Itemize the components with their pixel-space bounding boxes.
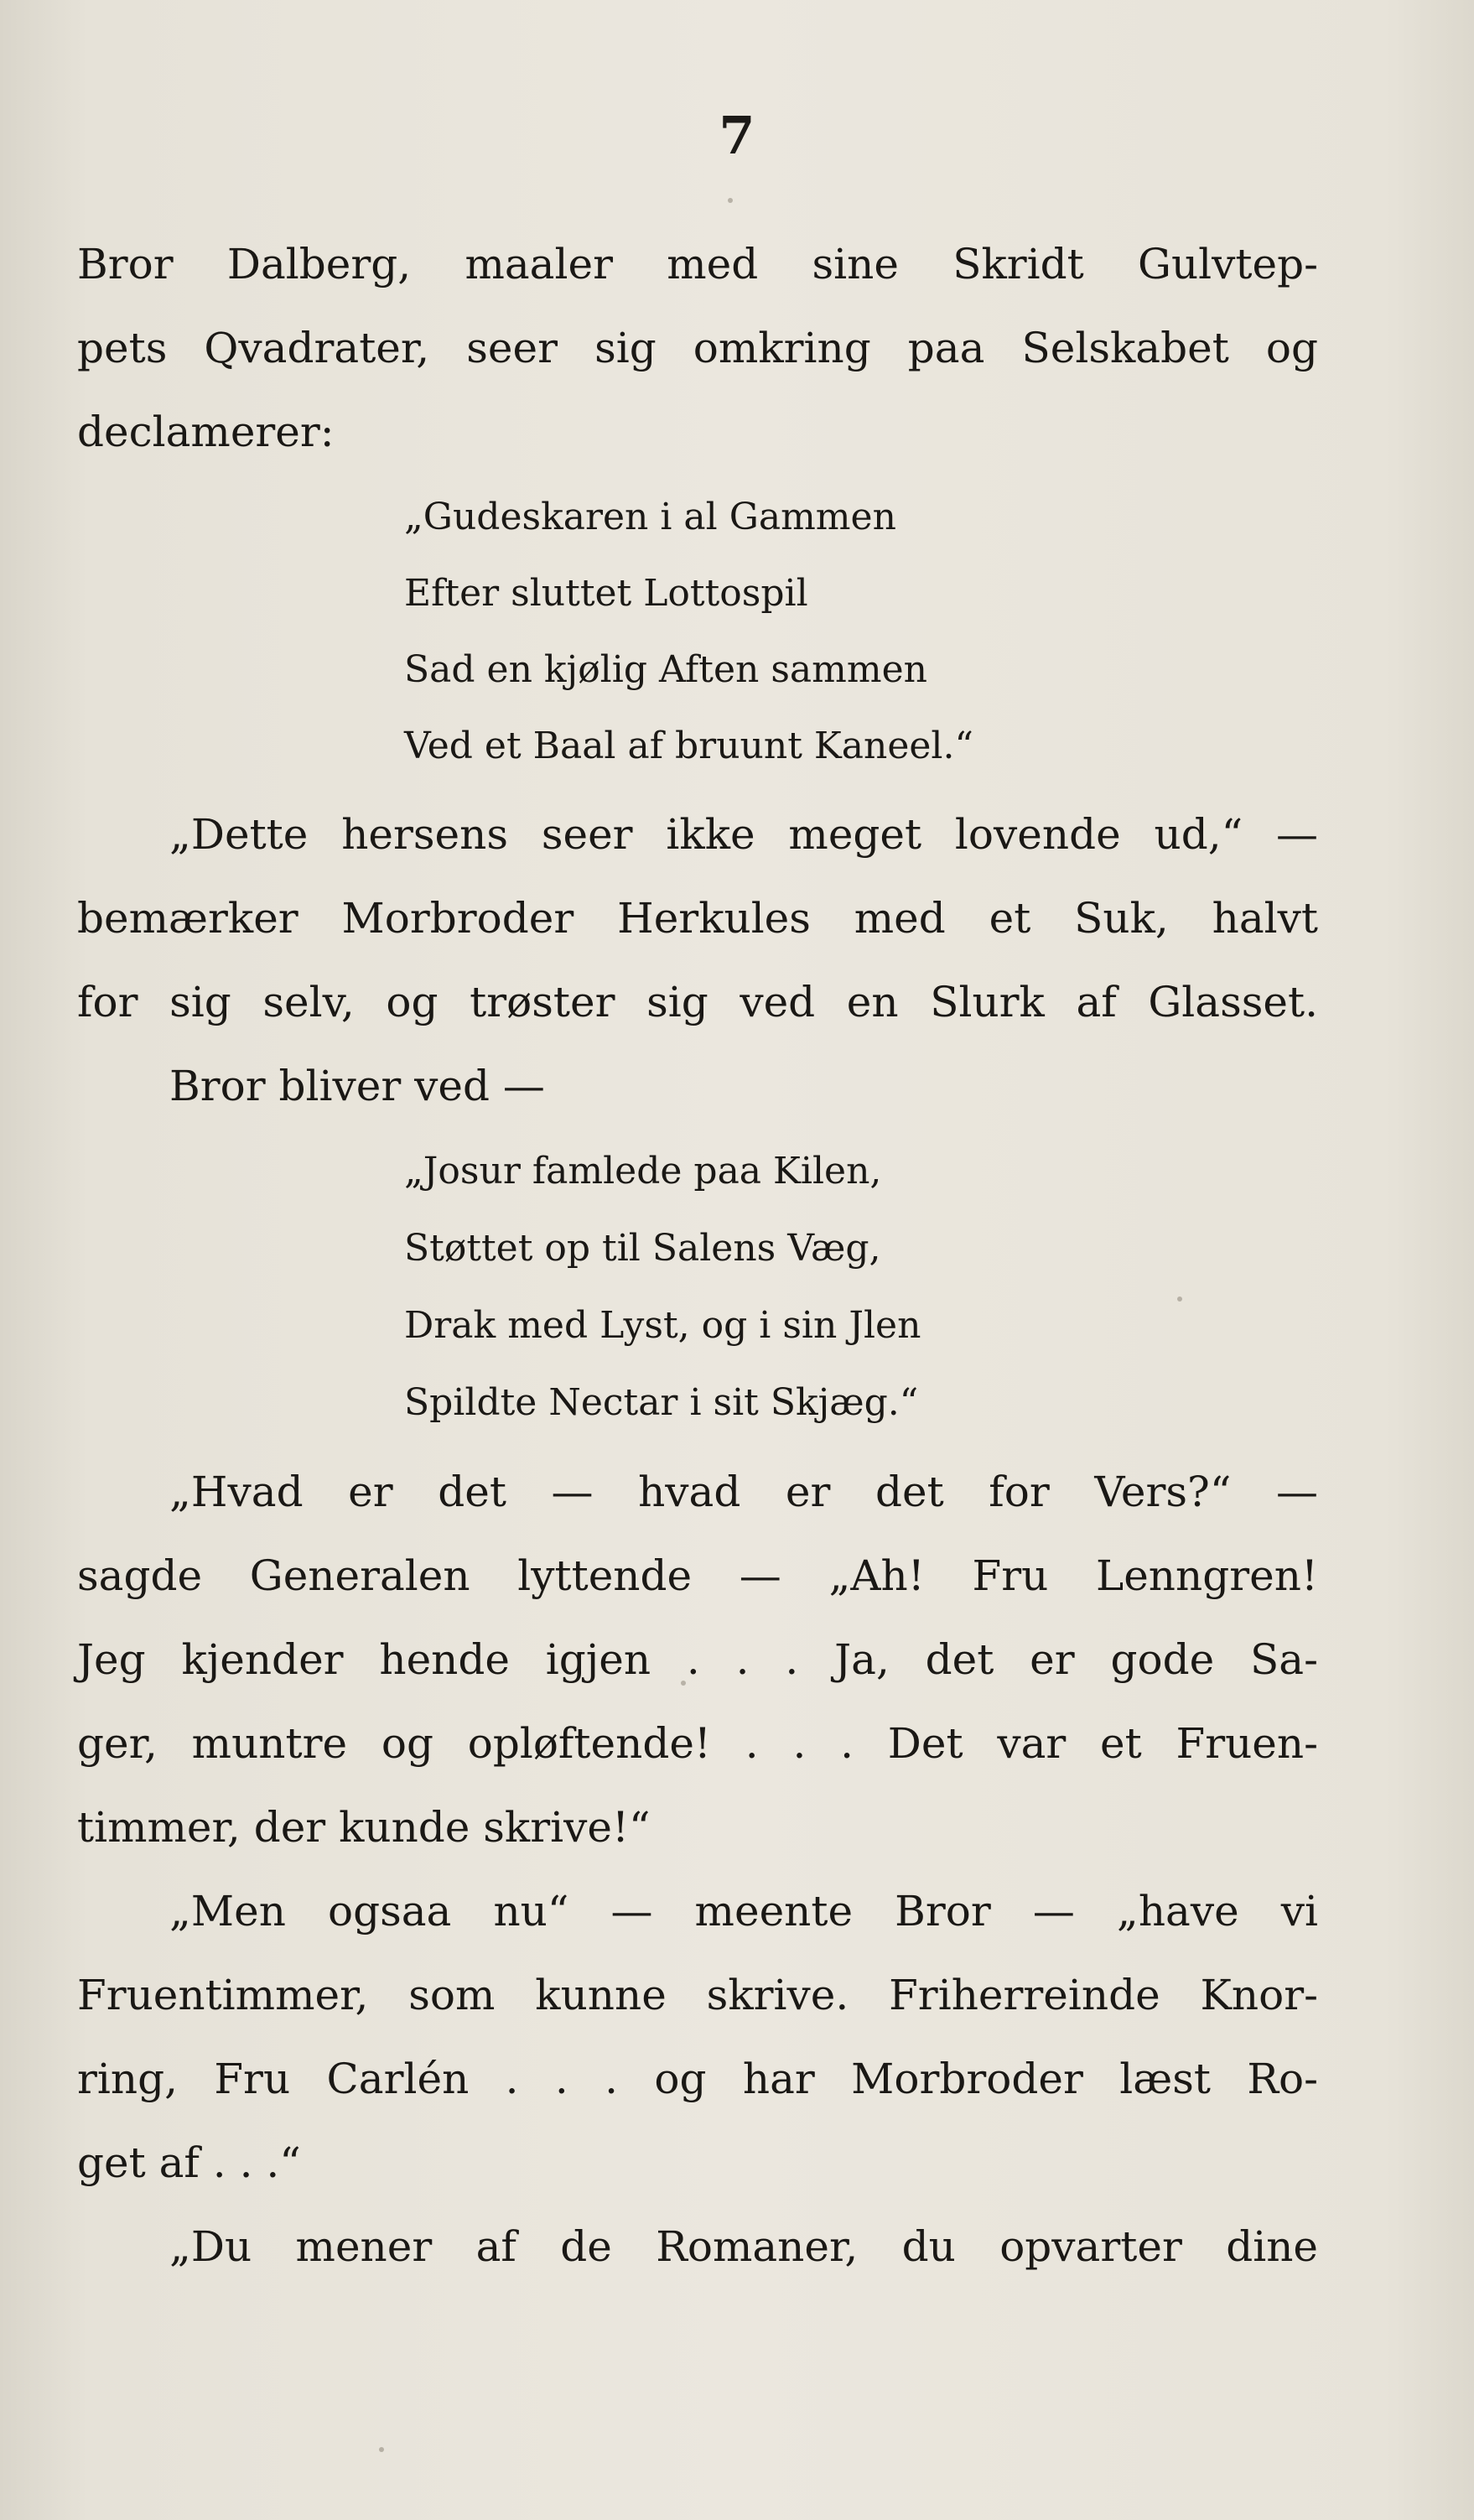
verse-line: Ved et Baal af bruunt Kaneel.“ (404, 725, 973, 767)
verse-line: Støttet op til Salens Væg, (404, 1227, 881, 1270)
text-line: ring, Fru Carlén . . . og har Morbroder læst Ro- (77, 2055, 1318, 2103)
text-line: get af . . .“ (77, 2138, 301, 2187)
page-number: 7 (719, 105, 755, 166)
verse-line: Efter sluttet Lottospil (404, 572, 808, 615)
page-text (77, 222, 1318, 2289)
text-line: timmer, der kunde skrive!“ (77, 1803, 651, 1852)
text-line: Bror Dalberg, maaler med sine Skridt Gulvtep- (77, 240, 1318, 288)
text-line: for sig selv, og trøster sig ved en Slurk af Glasset. (77, 978, 1318, 1026)
verse-stanza (77, 1133, 1318, 1442)
text-line: sagde Generalen lyttende — „Ah! Fru Lenngren! (77, 1551, 1318, 1600)
paper-speck (1177, 1296, 1182, 1302)
verse-line: Drak med Lyst, og i sin Jlen (404, 1304, 921, 1347)
text-line: pets Qvadrater, seer sig omkring paa Selskabet og (77, 324, 1318, 372)
text-line: Bror bliver ved — (169, 1062, 545, 1110)
paper-speck (681, 1681, 686, 1686)
text-line: Fruentimmer, som kunne skrive. Friherreinde Knor- (77, 1971, 1318, 2019)
text-line: declamerer: (77, 408, 335, 456)
paper-speck (728, 198, 733, 203)
verse-line: „Josur famlede paa Kilen, (404, 1150, 882, 1192)
text-line: „Men ogsaa nu“ — meente Bror — „have vi (169, 1887, 1318, 1935)
text-line: „Hvad er det — hvad er det for Vers?“ — (169, 1468, 1318, 1516)
text-line: ger, muntre og opløftende! . . . Det var et Fruen- (77, 1719, 1318, 1768)
verse-stanza (77, 479, 1318, 784)
text-line: bemærker Morbroder Herkules med et Suk, halvt (77, 894, 1318, 943)
text-line: Jeg kjender hende igjen . . . Ja, det er gode Sa- (77, 1635, 1318, 1684)
verse-line: Sad en kjølig Aften sammen (404, 648, 927, 691)
text-line: „Du mener af de Romaner, du opvarter dine (169, 2222, 1318, 2271)
text-line: „Dette hersens seer ikke meget lovende ud,“ — (169, 810, 1318, 859)
verse-line: „Gudeskaren i al Gammen (404, 496, 896, 538)
paper-speck (379, 2447, 384, 2452)
verse-line: Spildte Nectar i sit Skjæg.“ (404, 1381, 919, 1424)
